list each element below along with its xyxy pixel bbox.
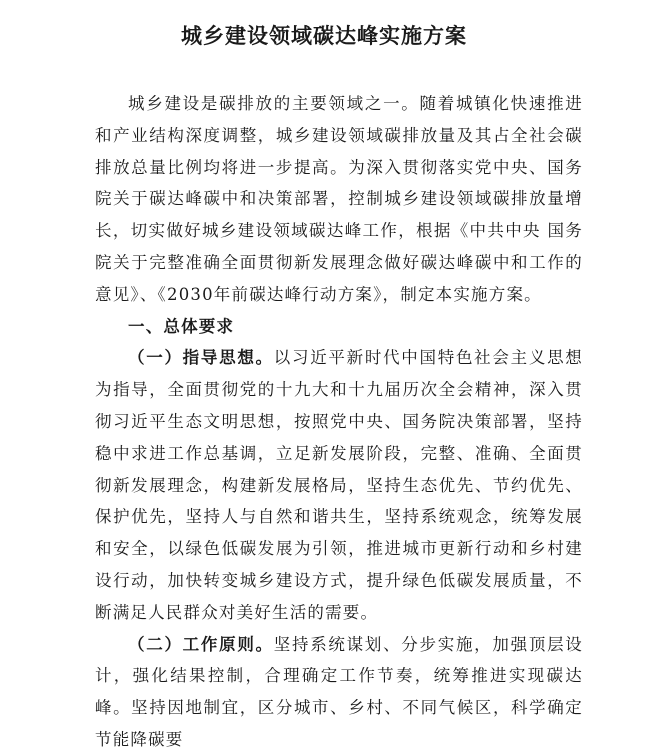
working-principles-paragraph — [95, 629, 583, 756]
working-principles-lead: （二）工作原则。 — [128, 634, 274, 654]
intro-paragraph: 城乡建设是碳排放的主要领域之一。随着城镇化快速推进和产业结构深度调整，城乡建设领域碳排放量及其占全社会碳排放总量比例均将进一步提高。为深入贯彻落实党中央、国务院关于碳达峰碳中和决策部署，控制城乡建设领域碳排放量增长，切实做好城乡建设领域碳达峰工作，根据《中共中央 国务院关于完整准确全面贯彻新发展理念做好碳达峰碳中和工作的意见》、《2030年前碳达峰行动方案》，制定本实施方案。 — [95, 94, 583, 304]
guiding-ideology-text: 以习近平新时代中国特色社会主义思想为指导，全面贯彻党的十九大和十九届历次全会精神，深入贯彻习近平生态文明思想，按照党中央、国务院决策部署，坚持稳中求进工作总基调，立足新发展阶段，完整、准确、全面贯彻新发展理念，构建新发展格局，坚持生态优先、节约优先、保护优先，坚持人与自然和谐共生，坚持系统观念，统筹发展和安全，以绿色低碳发展为引领，推进城市更新行动和乡村建设行动，加快转变城乡建设方式，提升绿色低碳发展质量，不断满足人民群众对美好生活的需要。 — [95, 348, 583, 622]
guiding-ideology-lead: （一）指导思想。 — [128, 348, 274, 368]
section-heading-overall-requirements: 一、总体要求 — [128, 316, 235, 336]
guiding-ideology-paragraph — [95, 342, 583, 628]
document-title: 城乡建设领域碳达峰实施方案 — [181, 24, 467, 48]
working-principles-text: 坚持系统谋划、分步实施，加强顶层设计，强化结果控制，合理确定工作节奏，统筹推进实现碳达峰。坚持因地制宜，区分城市、乡村、不同气候区，科学确定节能降碳要 — [95, 634, 583, 749]
document-body — [95, 88, 583, 756]
